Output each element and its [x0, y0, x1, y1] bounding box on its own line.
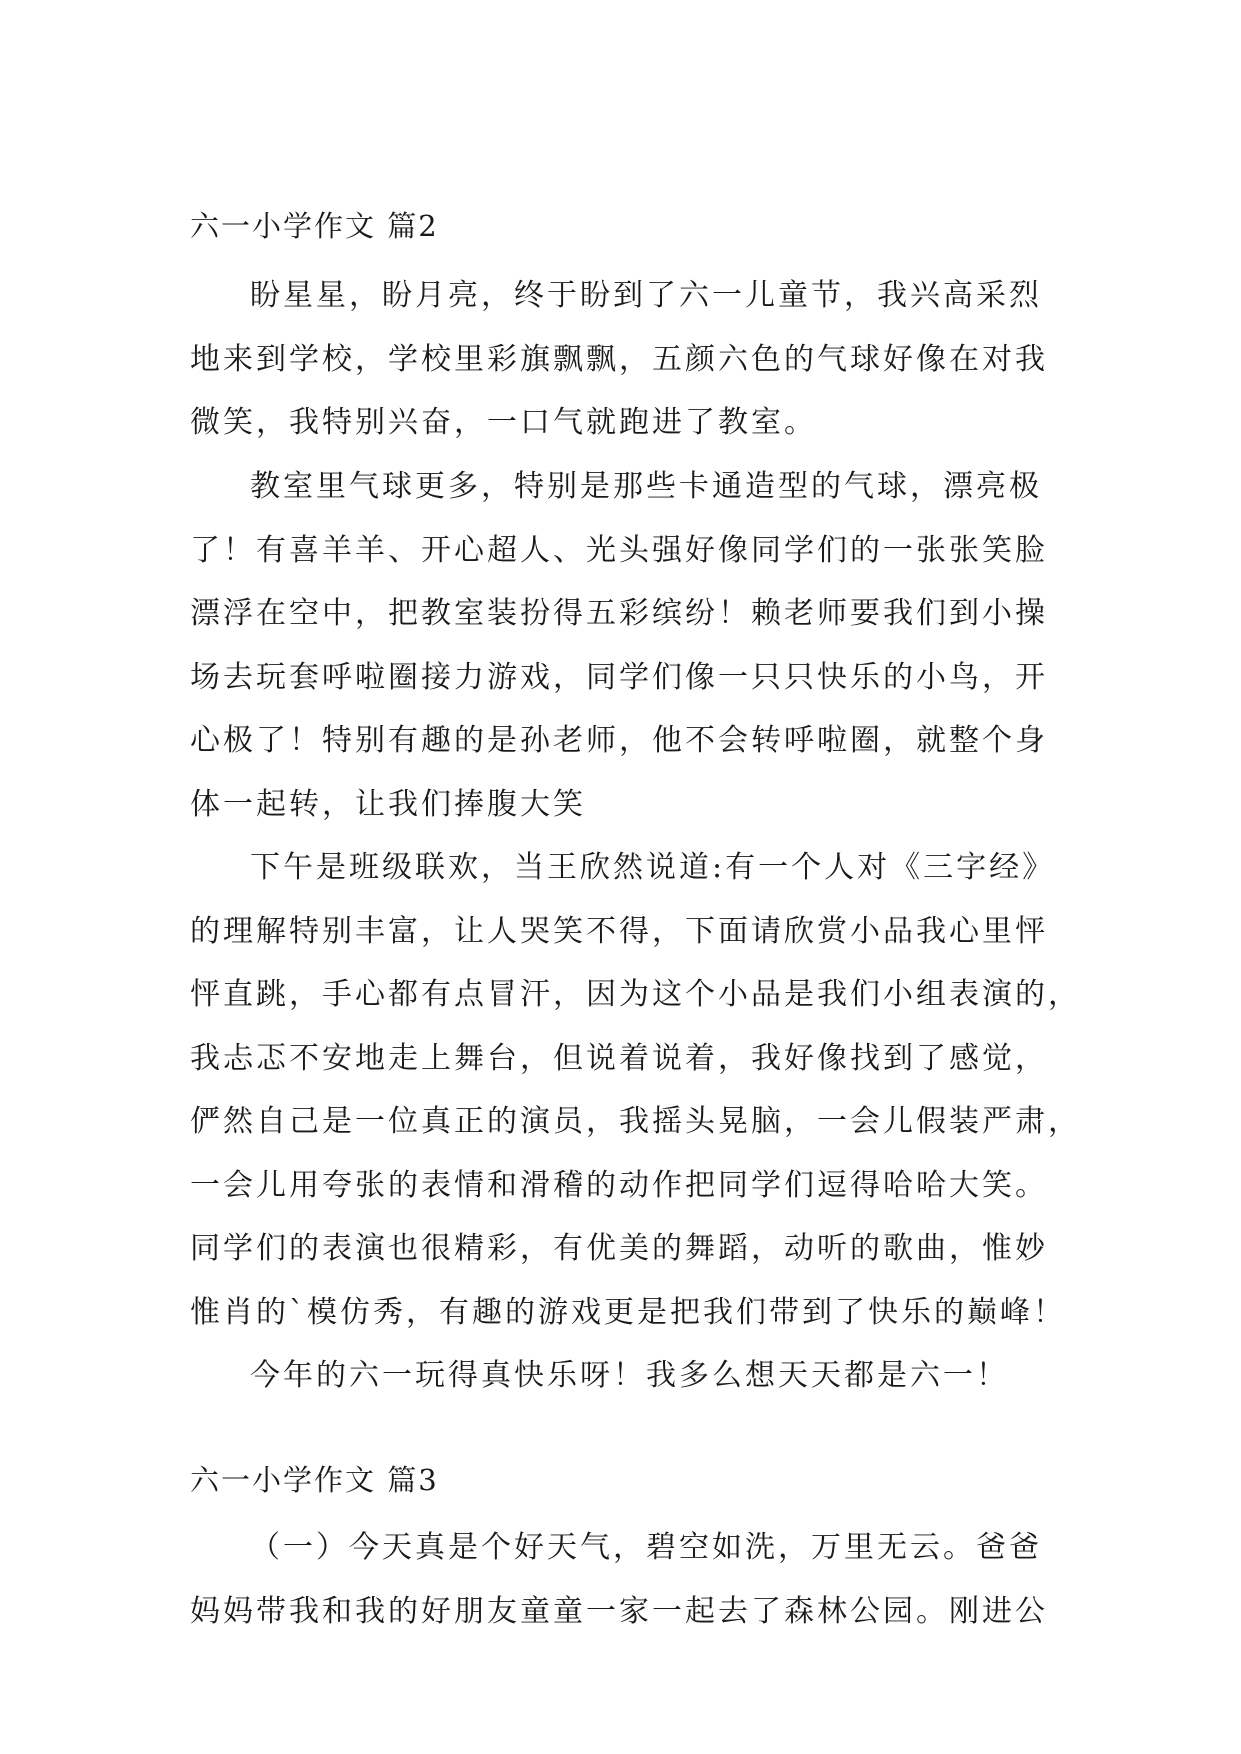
paragraph-line: （一）今天真是个好天气，碧空如洗，万里无云。爸爸 — [250, 1530, 1042, 1565]
paragraph-line: 妈妈带我和我的好朋友童童一家一起去了森林公园。刚进公 — [190, 1594, 1048, 1629]
paragraph-line: 盼星星，盼月亮，终于盼到了六一儿童节，我兴高采烈 — [250, 278, 1042, 313]
paragraph-line: 微笑，我特别兴奋，一口气就跑进了教室。 — [190, 405, 817, 440]
paragraph-line: 惟肖的`模仿秀，有趣的游戏更是把我们带到了快乐的巅峰！ — [190, 1295, 1066, 1330]
paragraph-line: 教室里气球更多，特别是那些卡通造型的气球，漂亮极 — [250, 469, 1042, 504]
paragraph-line: 体一起转，让我们捧腹大笑 — [190, 787, 586, 822]
paragraph-line: 场去玩套呼啦圈接力游戏，同学们像一只只快乐的小鸟，开 — [190, 660, 1048, 695]
paragraph-line: 俨然自己是一位真正的演员，我摇头晃脑，一会儿假装严肃， — [190, 1104, 1081, 1139]
paragraph-line: 同学们的表演也很精彩，有优美的舞蹈，动听的歌曲，惟妙 — [190, 1231, 1048, 1266]
section-heading-2: 六一小学作文 篇2 — [190, 209, 439, 243]
paragraph-line: 今年的六一玩得真快乐呀！我多么想天天都是六一！ — [250, 1358, 1009, 1393]
paragraph-line: 的理解特别丰富，让人哭笑不得，下面请欣赏小品我心里怦 — [190, 914, 1048, 949]
paragraph-line: 怦直跳，手心都有点冒汗，因为这个小品是我们小组表演的， — [190, 977, 1081, 1012]
paragraph-line: 下午是班级联欢，当王欣然说道:有一个人对《三字经》 — [250, 850, 1056, 885]
paragraph-line: 一会儿用夸张的表情和滑稽的动作把同学们逗得哈哈大笑。 — [190, 1168, 1048, 1203]
paragraph-line: 漂浮在空中，把教室装扮得五彩缤纷！赖老师要我们到小操 — [190, 596, 1048, 631]
paragraph-line: 了！有喜羊羊、开心超人、光头强好像同学们的一张张笑脸 — [190, 533, 1048, 568]
paragraph-line: 我忐忑不安地走上舞台，但说着说着，我好像找到了感觉， — [190, 1041, 1048, 1076]
paragraph-line: 地来到学校，学校里彩旗飘飘，五颜六色的气球好像在对我 — [190, 342, 1048, 377]
section-heading-3: 六一小学作文 篇3 — [190, 1463, 439, 1497]
paragraph-line: 心极了！特别有趣的是孙老师，他不会转呼啦圈，就整个身 — [190, 723, 1048, 758]
